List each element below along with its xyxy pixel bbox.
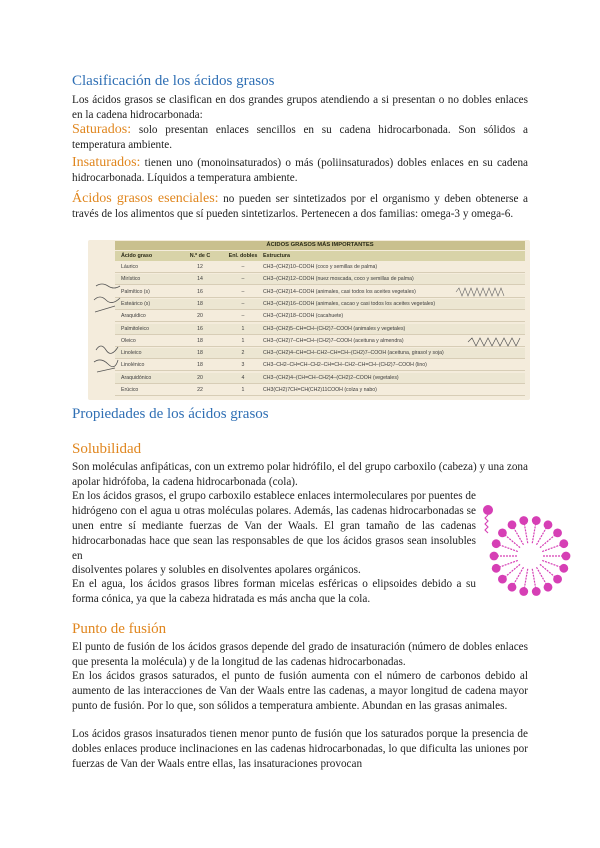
table-row — [115, 336, 525, 347]
table-row — [115, 348, 525, 359]
micelle-head — [498, 528, 507, 537]
table-row — [115, 324, 525, 335]
melting-title: Punto de fusión — [72, 621, 167, 637]
handwritten-annotations — [92, 258, 122, 398]
wavy-chain-sketch — [466, 335, 530, 349]
insaturados-text: tienen uno (monoinsaturados) o más (poliinsaturados) dobles enlaces en su cadena hidrocarbonada. Líquidos a temperatura ambiente. — [72, 157, 529, 184]
table-cell-carbons: 18 — [197, 337, 203, 344]
table-cell-double-bonds: 1 — [241, 337, 245, 344]
melting-p2: En los ácidos grasos saturados, el punto de fusión aumenta con el número de carbonos debido al aumento de las interacciones de Van der Waals entre las cadenas, a mayor longitud de cadena mayor punto de fusión. Por lo que, son sólidos a temperatura ambiente. Abundan en las grasas animales. — [72, 670, 528, 712]
wavy-chain-sketch-2 — [454, 286, 524, 298]
table-cell-name: Araquidónico — [121, 374, 152, 381]
table-cell-name: Esteárico (s) — [121, 300, 151, 307]
micelle-head — [559, 539, 568, 548]
table-cell-carbons: 16 — [197, 325, 203, 332]
saturados-text: solo presentan enlaces sencillos en su cadena hidrocarbonada. Son sólidos a temperatura ambiente. — [72, 124, 528, 151]
table-cell-structure: CH3–(CH2)18–COOH (cacahuete) — [263, 313, 344, 320]
table-cell-carbons: 18 — [197, 300, 203, 307]
micelle-icon — [486, 512, 574, 600]
table-header-double-bonds: Enl. dobles — [228, 253, 258, 259]
table-cell-double-bonds: – — [241, 313, 245, 320]
classification-intro: Los ácidos grasos se clasifican en dos grandes grupos atendiendo a si presentan o no dobles enlaces en la cadena hidrocarbonada: — [72, 94, 528, 121]
table-cell-double-bonds: 1 — [241, 325, 245, 332]
table-cell-structure: CH3–(CH2)12–COOH (nuez moscada, coco y semillas de palma) — [263, 276, 414, 283]
table-cell-carbons: 20 — [197, 374, 203, 381]
saturados-paragraph — [72, 122, 528, 153]
table-cell-name: Erúcico — [121, 387, 139, 393]
table-cell-structure: CH3–(CH2)7–CH=CH–(CH2)7–COOH (aceituna y almendra) — [263, 337, 404, 344]
micelle-head — [490, 552, 499, 561]
table-cell-carbons: 12 — [197, 264, 203, 270]
micelle-head — [544, 583, 553, 592]
micelle-head — [562, 552, 571, 561]
esenciales-paragraph — [72, 191, 528, 222]
table-cell-name: Linolénico — [121, 362, 145, 369]
micelle-head — [553, 528, 562, 537]
table-cell-name: Palmitoleico — [121, 325, 149, 332]
table-row — [115, 360, 525, 371]
micelle-head — [532, 587, 541, 596]
table-row — [115, 299, 525, 310]
table-cell-structure: CH3–(CH2)10–COOH (coco y semillas de palma) — [263, 264, 378, 270]
table-cell-name: Linoleico — [121, 350, 142, 357]
table-title: ÁCIDOS GRASOS MÁS IMPORTANTES — [115, 241, 525, 250]
table-cell-carbons: 16 — [197, 288, 203, 295]
table-cell-carbons: 18 — [197, 362, 203, 369]
table-cell-double-bonds: – — [241, 288, 245, 295]
micelle-head — [553, 575, 562, 584]
table-cell-double-bonds: 1 — [241, 387, 245, 393]
saturados-label: Saturados: — [72, 122, 132, 137]
table-cell-structure: CH3–(CH2)4–CH=CH–CH2–CH=CH–(CH2)7–COOH (aceituna, girasol y soja) — [263, 350, 444, 357]
esenciales-label: Ácidos grasos esenciales: — [72, 191, 219, 206]
table-cell-carbons: 20 — [197, 313, 203, 320]
table-row — [115, 274, 525, 285]
table-cell-structure: CH3–(CH2)4–(CH=CH–CH2)4–(CH2)2–COOH (vegetales) — [263, 374, 399, 381]
table-header-row — [115, 251, 525, 261]
table-cell-structure: CH3–(CH2)16–COOH (animales, cacao y casi todos los aceites vegetales) — [263, 300, 436, 307]
table-cell-structure: CH3–(CH2)14–COOH (animales, casi todos los aceites vegetales) — [263, 288, 416, 295]
insaturados-label: Insaturados: — [72, 155, 141, 170]
table-cell-name: Láurico — [121, 264, 139, 270]
classification-title: Clasificación de los ácidos grasos — [72, 73, 275, 89]
micelle-head — [492, 564, 501, 573]
table-cell-carbons: 22 — [197, 387, 203, 393]
micelle-head — [519, 587, 528, 596]
table-cell-double-bonds: – — [241, 300, 245, 307]
table-header-carbons: N.º de C — [189, 253, 211, 259]
table-header-name: Ácido graso — [121, 253, 153, 259]
micelle-head — [519, 516, 528, 525]
solubility-p4: En el agua, los ácidos grasos libres forman micelas esféricas o elipsoides debido a su forma cónica, ya que la cabeza hidratada es más ancha que la cola. — [72, 578, 476, 605]
table-cell-name: Palmítico (s) — [121, 288, 150, 295]
table-cell-double-bonds: – — [241, 276, 245, 283]
table-cell-structure: CH3–(CH2)5–CH=CH–(CH2)7–COOH (animales y vegetales) — [263, 325, 406, 332]
table-cell-double-bonds: 4 — [241, 374, 245, 381]
insaturados-paragraph — [72, 155, 528, 186]
micelle-head — [544, 520, 553, 529]
micelle-head — [559, 564, 568, 573]
micelle-head — [492, 539, 501, 548]
solubility-p2: En los ácidos grasos, el grupo carboxilo establece enlaces intermoleculares por puentes de hidrógeno con el agua u otras moléculas polares. Además, las cadenas hidrocarbonadas se unen entre sí mediante fuerzas de Van der Waals. El gran tamaño de las cadenas hidrocarbonadas hace que sean las responsables de que los ácidos grasos sean insolubles en — [72, 490, 476, 562]
solubility-title: Solubilidad — [72, 441, 142, 457]
esenciales-text: no pueden ser sintetizados por el organismo y deben obtenerse a través de los alimentos que sí pueden sintetizarlos. Pertenecen a dos familias: omega-3 y omega-6. — [72, 193, 529, 220]
micelle-head — [508, 583, 517, 592]
table-cell-carbons: 14 — [197, 276, 203, 283]
table-row — [115, 373, 525, 384]
solubility-p1: Son moléculas anfipáticas, con un extremo polar hidrófilo, el del grupo carboxilo (cabeza) y una zona apolar hidrófoba, la cadena hidrocarbonada (cola). — [72, 461, 528, 488]
table-header-structure: Estructura — [263, 253, 290, 259]
melting-p3: Los ácidos grasos insaturados tienen menor punto de fusión que los saturados porque la presencia de dobles enlaces produce inclinaciones en las cadenas hidrocarbonadas, lo que dificulta las uniones por fuerzas de Van der Waals entre ellas, las insaturaciones provocan — [72, 728, 528, 770]
table-cell-structure: CH3(CH2)7CH=CH(CH2)11COOH (colza y nabo) — [263, 387, 377, 393]
table-cell-name: Araquídico — [121, 313, 146, 320]
micelle-head — [508, 520, 517, 529]
table-cell-double-bonds: – — [241, 264, 245, 270]
solubility-p3: disolventes polares y solubles en disolventes apolares orgánicos. — [72, 564, 361, 576]
table-cell-structure: CH3–CH2–CH=CH–CH2–CH=CH–CH2–CH=CH–(CH2)7–COOH (lino) — [263, 362, 427, 369]
properties-title: Propiedades de los ácidos grasos — [72, 406, 269, 422]
micelle-head — [532, 516, 541, 525]
micelle-head — [498, 575, 507, 584]
table-row — [115, 262, 525, 273]
table-row — [115, 311, 525, 322]
table-cell-carbons: 18 — [197, 350, 203, 357]
melting-p1: El punto de fusión de los ácidos grasos depende del grado de insaturación (número de dobles enlaces que presenta la molécula) y de la longitud de las cadenas hidrocarbonadas. — [72, 641, 528, 668]
table-cell-name: Mirístico — [121, 276, 141, 283]
table-cell-double-bonds: 2 — [241, 350, 245, 357]
table-cell-double-bonds: 3 — [241, 362, 245, 369]
table-cell-name: Oleico — [121, 337, 136, 344]
table-row — [115, 385, 525, 396]
